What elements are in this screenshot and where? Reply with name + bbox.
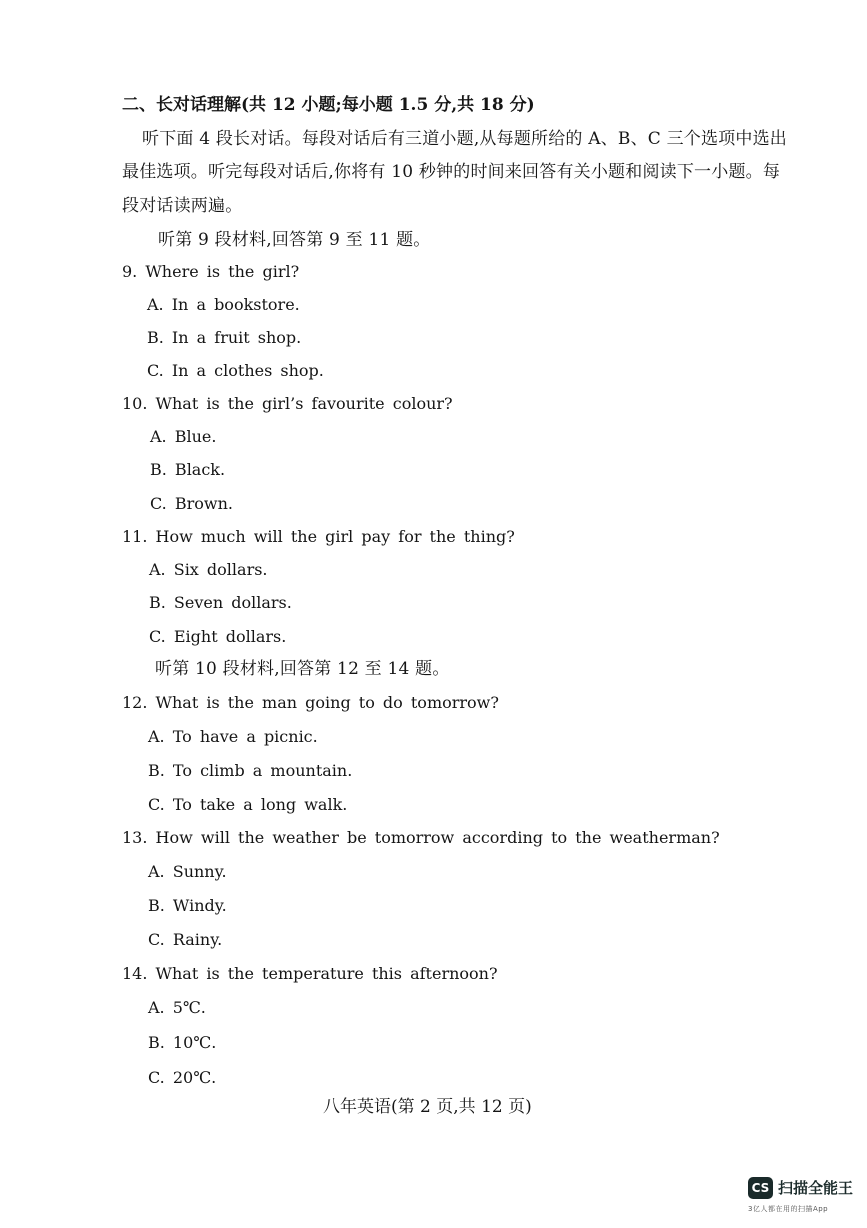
question-stem: 11. How much will the girl pay for the thing? bbox=[122, 527, 515, 546]
option-c: C. Eight dollars. bbox=[149, 627, 287, 646]
question-stem: 12. What is the man going to do tomorrow? bbox=[122, 693, 499, 712]
question-stem: 10. What is the girl’s favourite colour? bbox=[122, 394, 453, 413]
section-heading: 二、长对话理解(共 12 小题;每小题 1.5 分,共 18 分) bbox=[122, 95, 535, 115]
option-c: C. Brown. bbox=[150, 494, 233, 513]
question-stem: 14. What is the temperature this afternoon? bbox=[122, 964, 498, 983]
option-c: C. In a clothes shop. bbox=[147, 361, 324, 380]
question-stem: 9. Where is the girl? bbox=[122, 262, 300, 281]
group-intro: 听第 9 段材料,回答第 9 至 11 题。 bbox=[158, 230, 431, 250]
option-b: B. Windy. bbox=[148, 896, 227, 915]
option-b: B. In a fruit shop. bbox=[147, 328, 302, 347]
page-footer: 八年英语(第 2 页,共 12 页) bbox=[323, 1097, 532, 1117]
option-a: A. Sunny. bbox=[148, 862, 227, 881]
instructions-line-2: 最佳选项。听完每段对话后,你将有 10 秒钟的时间来回答有关小题和阅读下一小题。每 bbox=[122, 162, 781, 182]
option-c: C. To take a long walk. bbox=[148, 795, 348, 814]
instructions-line-3: 段对话读两遍。 bbox=[122, 196, 243, 216]
option-c: C. Rainy. bbox=[148, 930, 223, 949]
option-a: A. Blue. bbox=[150, 427, 217, 446]
option-a: A. 5℃. bbox=[148, 998, 206, 1017]
option-b: B. Seven dollars. bbox=[149, 593, 292, 612]
group-intro: 听第 10 段材料,回答第 12 至 14 题。 bbox=[155, 659, 450, 679]
watermark-tagline: 3亿人都在用的扫描App bbox=[748, 1205, 829, 1213]
option-b: B. 10℃. bbox=[148, 1033, 217, 1052]
camscanner-logo-icon: CS bbox=[748, 1177, 773, 1199]
option-a: A. Six dollars. bbox=[149, 560, 268, 579]
watermark-app-name: 扫描全能王 bbox=[778, 1179, 854, 1197]
option-a: A. In a bookstore. bbox=[147, 295, 300, 314]
instructions-line-1: 听下面 4 段长对话。每段对话后有三道小题,从每题所给的 A、B、C 三个选项中选出 bbox=[142, 129, 788, 149]
scanner-watermark bbox=[748, 1177, 858, 1221]
option-b: B. To climb a mountain. bbox=[148, 761, 353, 780]
option-c: C. 20℃. bbox=[148, 1068, 217, 1087]
question-stem: 13. How will the weather be tomorrow according to the weatherman? bbox=[122, 828, 720, 847]
option-b: B. Black. bbox=[150, 460, 226, 479]
option-a: A. To have a picnic. bbox=[148, 727, 318, 746]
